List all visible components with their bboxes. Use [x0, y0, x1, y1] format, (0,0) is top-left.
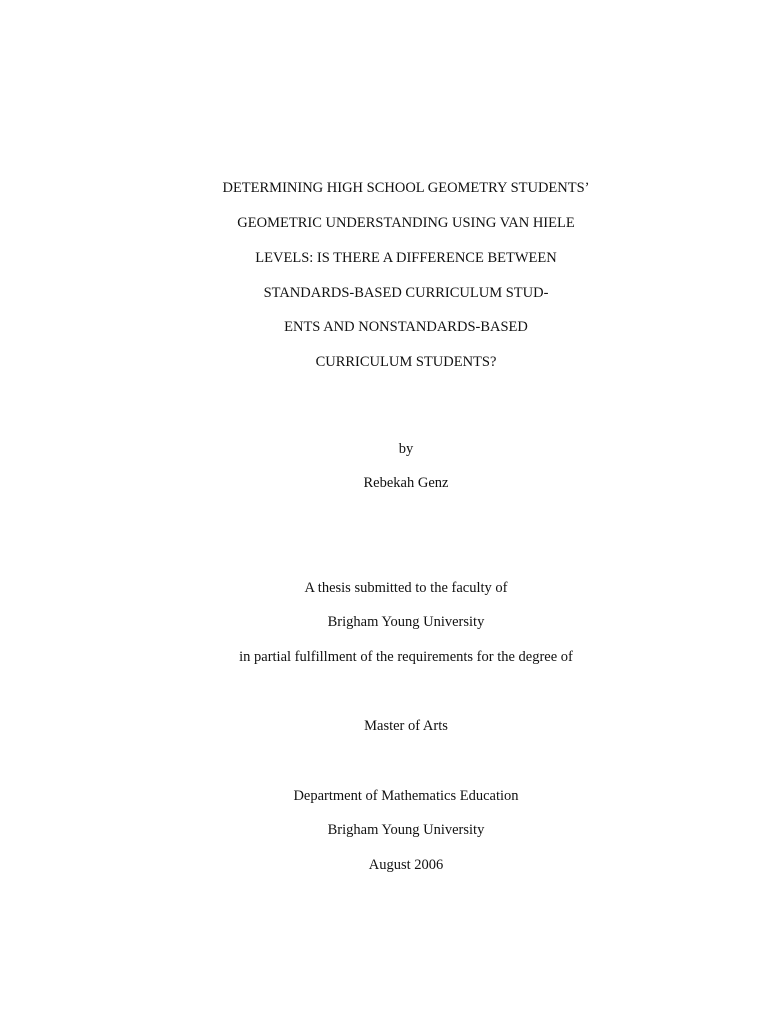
degree: Master of Arts [364, 718, 448, 734]
title-line-5: ENTS AND NONSTANDARDS-BASED [284, 319, 528, 335]
submission-line-2: Brigham Young University [327, 614, 485, 630]
submission-line-3: in partial fulfillment of the requirements for the degree of [239, 649, 573, 665]
title-line-1: DETERMINING HIGH SCHOOL GEOMETRY STUDENTS’ [222, 180, 590, 196]
department: Department of Mathematics Education [293, 788, 519, 804]
title-line-4: STANDARDS-BASED CURRICULUM STUD- [263, 285, 549, 301]
university: Brigham Young University [327, 822, 485, 838]
title-line-3: LEVELS: IS THERE A DIFFERENCE BETWEEN [255, 250, 557, 266]
title-line-6: CURRICULUM STUDENTS? [315, 354, 497, 370]
author-name: Rebekah Genz [363, 475, 449, 491]
date: August 2006 [368, 857, 444, 873]
title-line-2: GEOMETRIC UNDERSTANDING USING VAN HIELE [237, 215, 575, 231]
submission-line-1: A thesis submitted to the faculty of [304, 580, 508, 596]
by-label: by [398, 441, 414, 457]
